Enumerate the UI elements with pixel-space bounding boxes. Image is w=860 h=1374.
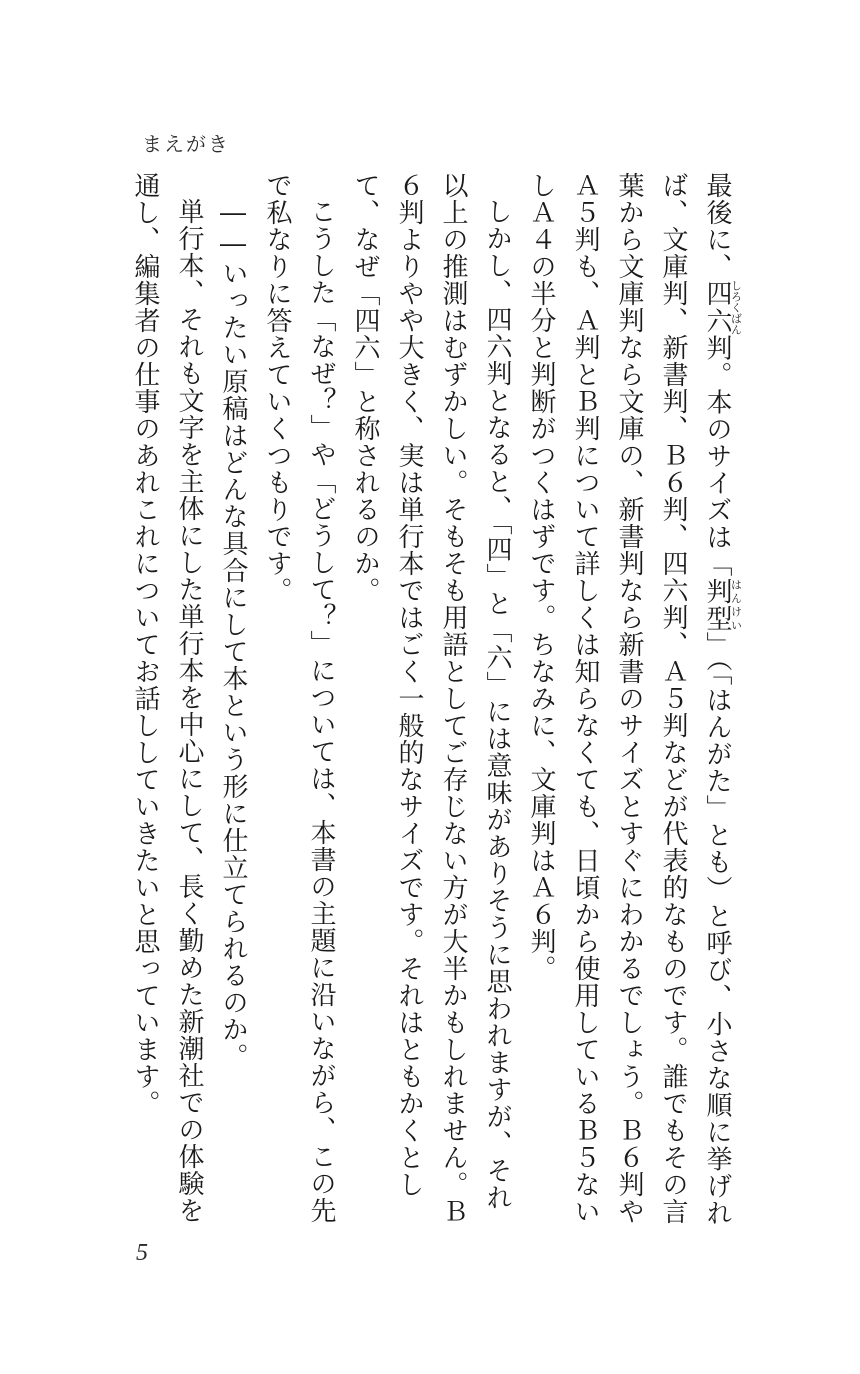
paragraph-1 [519, 172, 742, 1232]
text-segment: こうした「なぜ？」や「どうして？」については、本書の主題に沿いながら、この先で私なりに答えていくつもりです。 [262, 172, 336, 1224]
ruby-shirokuban [702, 279, 742, 335]
ruby-hankei [702, 577, 742, 632]
running-head: まえがき [142, 132, 230, 156]
text-segment: しかし、四六判となると、「四」と「六」には意味がありそうに思われますが、それ以上の推測はむずかしい。そもそも用語としてご存じない方が大半かもしれません。Ｂ６判よりやや大きく、実は単行本ではごく一般的なサイズです。それはともかくとして、なぜ「四六」と称されるのか。 [350, 172, 512, 1225]
body-text [122, 172, 742, 1232]
ruby-base: 四六 [702, 279, 732, 335]
paragraph-2 [343, 172, 519, 1232]
page-number: 5 [136, 1240, 148, 1266]
text-segment: ――いったい原稿はどんな具合にして本という形に仕立てられるのか。 [218, 198, 248, 1070]
paragraph-5 [123, 172, 211, 1232]
text-segment: 単行本、それも文字を主体にした単行本を中心にして、長く勤めた新潮社での体験を通し、編集者の仕事のあれこれについてお話ししていきたいと思っています。 [130, 172, 204, 1224]
ruby-reading: しろくばん [729, 279, 742, 335]
text-segment: 」（「はんがた」とも）と呼び、小さな順に挙げれば、文庫判、新書判、Ｂ６判、四六判、Ａ５判などが代表的なものです。誰でもその言葉から文庫判なら文庫の、新書判なら新書のサイズとすぐにわかるでしょう。Ｂ６判やＡ５判も、Ａ判とＢ判について詳しくは知らなくても、日頃から使用しているＢ５ないしＡ４の半分と判断がつくはずです。ちなみに、文庫判はＡ６判。 [526, 172, 732, 1227]
text-segment: 最後に、 [702, 172, 732, 280]
paragraph-4 [211, 172, 255, 1232]
ruby-base: 判型 [702, 577, 732, 632]
paragraph-3 [255, 172, 343, 1232]
text-segment: 判。本のサイズは「 [702, 334, 732, 578]
ruby-reading: はんけい [729, 577, 742, 632]
